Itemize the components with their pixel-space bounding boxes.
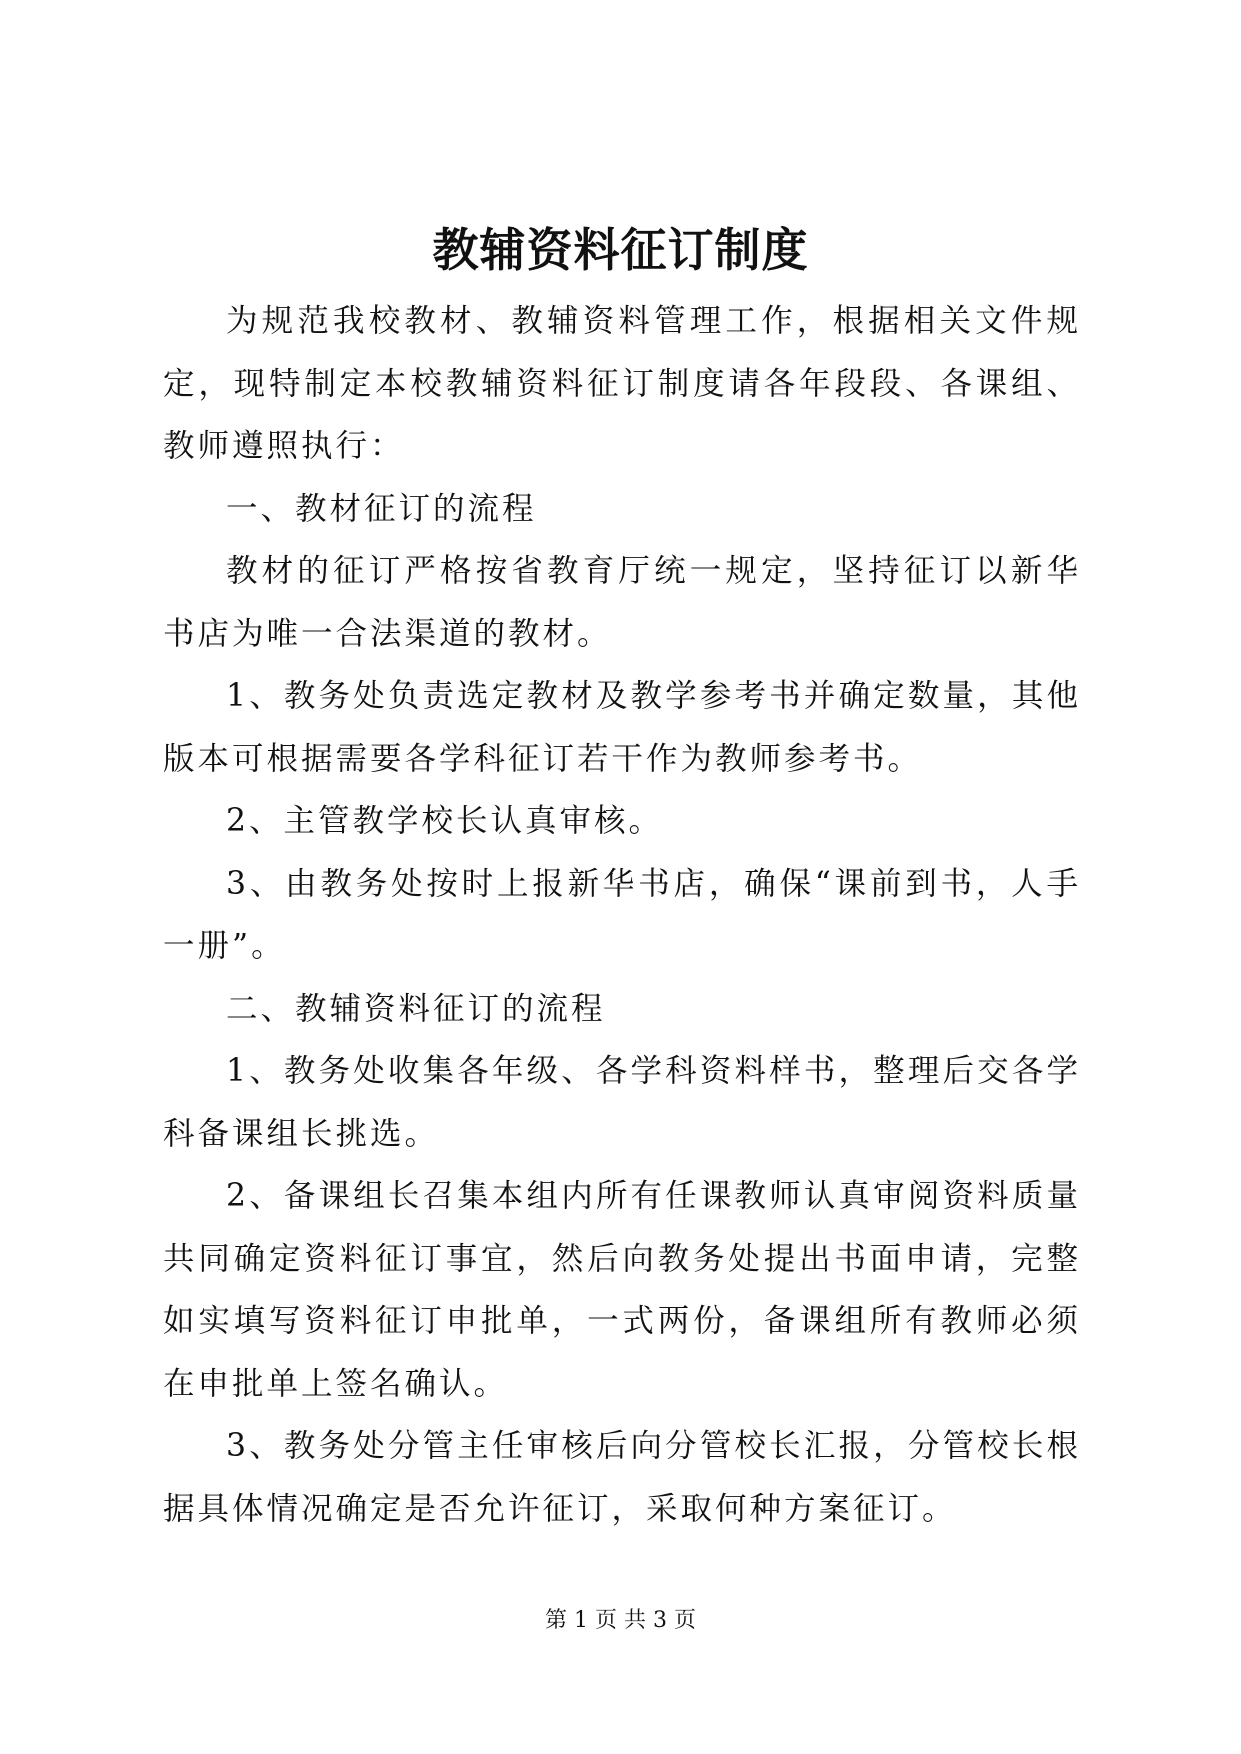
list-item: 3、由教务处按时上报新华书店，确保“课前到书，人手一册”。 [163,865,1081,964]
section-heading-2: 二、教辅资料征订的流程 [226,990,606,1027]
paragraph-intro: 为规范我校教材、教辅资料管理工作，根据相关文件规定，现特制定本校教辅资料征订制度请各年段段、各课组、教师遵照执行： [163,303,1081,464]
list-item: 2、备课组长召集本组内所有任课教师认真审阅资料质量共同确定资料征订事宜，然后向教务处提出书面申请，完整如实填写资料征订申批单，一式两份，备课组所有教师必须在申批单上签名确认。 [163,1178,1081,1402]
list-item: 3、教务处分管主任审核后向分管校长汇报，分管校长根据具体情况确定是否允许征订，采取何种方案征订。 [163,1428,1081,1527]
paragraph: 教材的征订严格按省教育厅统一规定，坚持征订以新华书店为唯一合法渠道的教材。 [163,553,1081,652]
list-item: 1、教务处负责选定教材及教学参考书并确定数量，其他版本可根据需要各学科征订若干作为教师参考书。 [163,678,1081,777]
list-item: 1、教务处收集各年级、各学科资料样书，整理后交各学科备课组长挑选。 [163,1053,1081,1152]
document-body [163,290,1081,1540]
document-title: 教辅资料征订制度 [432,223,809,277]
section-heading-1: 一、教材征订的流程 [226,490,537,527]
list-item: 2、主管教学校长认真审核。 [226,803,664,839]
page-footer: 第 1 页 共 3 页 [545,1608,696,1633]
